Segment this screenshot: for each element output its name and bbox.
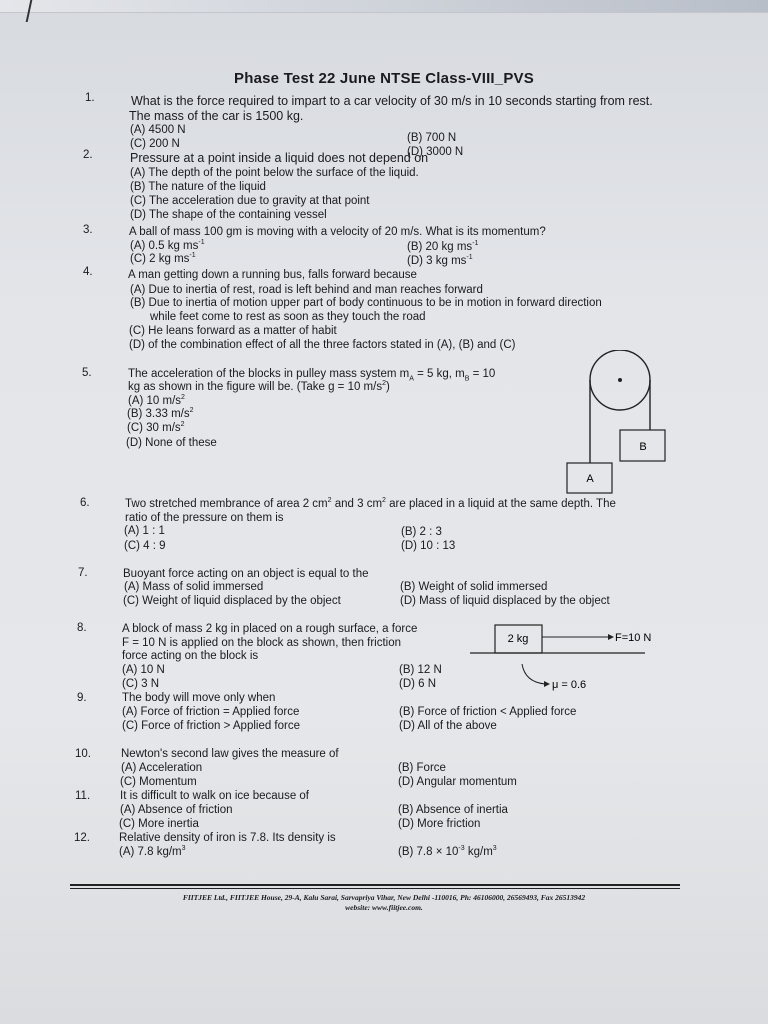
- q11-number: 11.: [75, 790, 91, 802]
- q1-option-a: (A) 4500 N: [130, 124, 186, 136]
- q4-option-b: (B) Due to inertia of motion upper part of body continuous to be in motion in forward direction: [130, 297, 602, 309]
- q9-option-d: (D) All of the above: [399, 720, 497, 732]
- q6-text-line1: Two stretched membrance of area 2 $cm^2$ and 3 $cm^2$ are placed in a liquid at the same depth. The: [125, 497, 616, 510]
- block-a-label: A: [586, 473, 594, 485]
- q6-option-a: (A) 1 : 1: [124, 525, 165, 537]
- q2-option-b: (B) The nature of the liquid: [130, 181, 266, 193]
- q11-option-a: (A) Absence of friction: [120, 804, 233, 816]
- q11-option-d: (D) More friction: [398, 818, 481, 830]
- q10-text: Newton's second law gives the measure of: [121, 748, 339, 760]
- q4-text: A man getting down a running bus, falls forward because: [128, 269, 417, 281]
- q5-text-line2: kg as shown in the figure will be. (Take g = 10 $m/s^2$): [128, 380, 390, 393]
- q2-text: Pressure at a point inside a liquid does not depend on: [130, 151, 429, 165]
- mu-arrowhead: [544, 681, 550, 687]
- q10-option-c: (C) Momentum: [120, 776, 197, 788]
- q5-option-d: (D) None of these: [126, 437, 217, 449]
- q10-option-b: (B) Force: [398, 762, 446, 774]
- q8-text-line2: F = 10 N is applied on the block as shown, then friction: [122, 637, 402, 649]
- q4-option-d: (D) of the combination effect of all the three factors stated in (A), (B) and (C): [129, 339, 516, 351]
- q6-option-c: (C) 4 : 9: [124, 540, 166, 552]
- q6-option-b: (B) 2 : 3: [401, 526, 442, 538]
- q11-option-b: (B) Absence of inertia: [398, 804, 508, 816]
- force-label: F=10 N: [615, 632, 652, 644]
- q1-option-b: (B) 700 N: [407, 132, 457, 144]
- q9-option-c: (C) Force of friction > Applied force: [122, 720, 301, 732]
- pulley-figure: [560, 350, 680, 495]
- mu-label: μ = 0.6: [552, 679, 587, 691]
- footer-rule-top: [70, 884, 680, 886]
- q6-option-d: (D) 10 : 13: [401, 540, 456, 552]
- q9-option-b: (B) Force of friction < Applied force: [399, 706, 577, 718]
- q8-option-a: (A) 10 N: [122, 664, 165, 676]
- q1-text-line1: What is the force required to impart to a car velocity of 30 m/s in 10 seconds starting from rest.: [131, 94, 653, 108]
- q1-number: 1.: [85, 92, 95, 104]
- page-title: Phase Test 22 June NTSE Class-VIII_PVS: [234, 70, 534, 87]
- pulley-axle: [618, 378, 622, 382]
- block-b-label: B: [639, 441, 647, 453]
- force-arrowhead: [608, 634, 614, 640]
- q9-number: 9.: [77, 692, 87, 704]
- q8-option-d: (D) 6 N: [399, 678, 437, 690]
- q5-option-a: (A) 10 $m/s^2$: [128, 394, 185, 407]
- q8-option-b: (B) 12 N: [399, 664, 442, 676]
- q9-text: The body will move only when: [122, 692, 276, 704]
- q3-text: A ball of mass 100 gm is moving with a velocity of 20 m/s. What is its momentum?: [129, 226, 546, 238]
- q3-option-d: (D) 3 kg $ms^{-1}$: [407, 254, 473, 267]
- footer-rule-bottom: [70, 888, 680, 889]
- q11-text: It is difficult to walk on ice because of: [120, 790, 309, 802]
- q5-option-c: (C) 30 $m/s^2$: [127, 421, 185, 434]
- q10-number: 10.: [75, 748, 91, 760]
- q7-option-b: (B) Weight of solid immersed: [400, 581, 548, 593]
- q3-option-c: (C) 2 kg $ms^{-1}$: [130, 252, 196, 265]
- q5-number: 5.: [82, 367, 92, 379]
- q12-number: 12.: [74, 832, 90, 844]
- q9-option-a: (A) Force of friction = Applied force: [122, 706, 300, 718]
- q11-option-c: (C) More inertia: [119, 818, 199, 830]
- q12-option-b: (B) $7.8 \times 10^{-3}$ $kg/m^3$: [398, 845, 497, 858]
- q7-option-a: (A) Mass of solid immersed: [124, 581, 264, 593]
- q12-option-a: (A) 7.8 $kg/m^3$: [119, 845, 186, 858]
- q3-option-b: (B) 20 kg $ms^{-1}$: [407, 240, 479, 253]
- top-edge: [0, 0, 768, 13]
- q5-option-b: (B) 3.33 $m/s^2$: [127, 407, 194, 420]
- mu-pointer: [522, 664, 545, 684]
- q2-option-d: (D) The shape of the containing vessel: [130, 209, 327, 221]
- q10-option-d: (D) Angular momentum: [398, 776, 517, 788]
- footer-address: FIITJEE Ltd., FIITJEE House, 29-A, Kalu Sarai, Sarvapriya Vihar, New Delhi -110016, Ph: 46106000, 26569493, Fax 26513942: [182, 893, 586, 902]
- q8-option-c: (C) 3 N: [122, 678, 160, 690]
- q6-text-line2: ratio of the pressure on them is: [125, 512, 284, 524]
- q1-option-c: (C) 200 N: [130, 138, 180, 150]
- q1-option-d: (D) 3000 N: [407, 146, 464, 158]
- q4-option-c: (C) He leans forward as a matter of habit: [129, 325, 337, 337]
- block-mass-label: 2 kg: [507, 633, 529, 645]
- q7-number: 7.: [78, 567, 88, 579]
- q4-option-a: (A) Due to inertia of rest, road is left behind and man reaches forward: [130, 284, 483, 296]
- q2-option-c: (C) The acceleration due to gravity at that point: [130, 195, 370, 207]
- q4-option-b-cont: while feet come to rest as soon as they touch the road: [150, 311, 426, 323]
- q10-option-a: (A) Acceleration: [121, 762, 203, 774]
- q3-number: 3.: [83, 224, 93, 236]
- q12-text: Relative density of iron is 7.8. Its density is: [119, 832, 336, 844]
- q2-number: 2.: [83, 149, 93, 161]
- q5-text-line1: The acceleration of the blocks in pulley mass system $m_A = 5$ kg, $m_B = 10$: [128, 368, 496, 383]
- q3-option-a: (A) 0.5 kg $ms^{-1}$: [130, 239, 205, 252]
- q2-option-a: (A) The depth of the point below the surface of the liquid.: [130, 167, 419, 179]
- footer-website: website: www.fiitjee.com.: [345, 903, 423, 912]
- q6-number: 6.: [80, 497, 90, 509]
- q7-option-c: (C) Weight of liquid displaced by the object: [123, 595, 341, 607]
- q7-option-d: (D) Mass of liquid displaced by the object: [400, 595, 610, 607]
- q8-text-line1: A block of mass 2 kg in placed on a rough surface, a force: [122, 623, 418, 635]
- q7-text: Buoyant force acting on an object is equal to the: [123, 568, 369, 580]
- q8-number: 8.: [77, 622, 87, 634]
- q1-text-line2: The mass of the car is 1500 kg.: [129, 109, 304, 123]
- friction-figure: [470, 620, 670, 700]
- q8-text-line3: force acting on the block is: [122, 650, 259, 662]
- q4-number: 4.: [83, 266, 93, 278]
